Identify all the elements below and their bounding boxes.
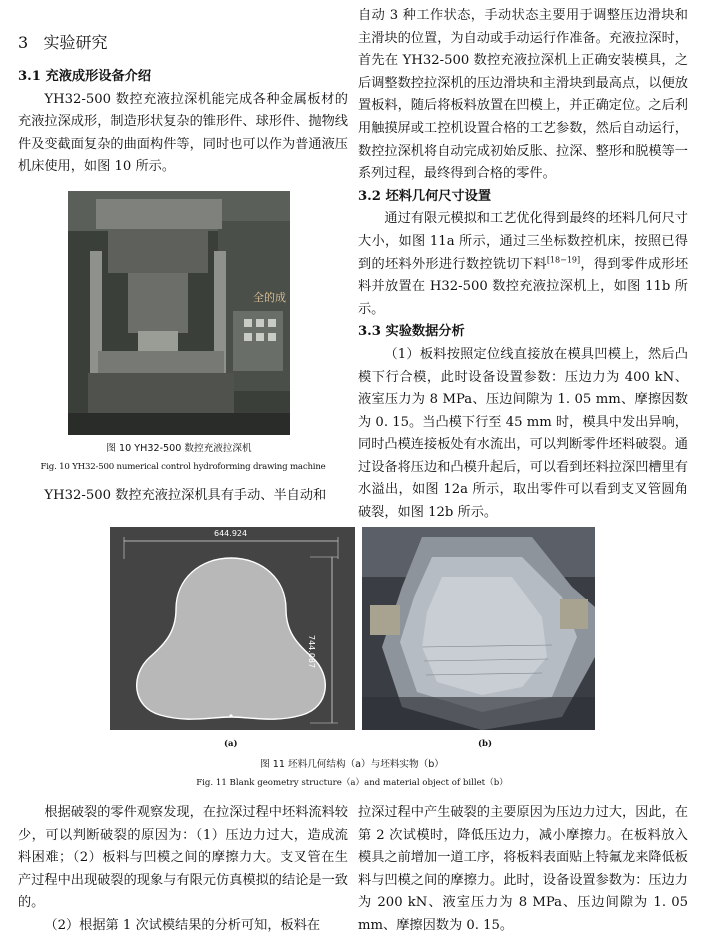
blank-geometry-text-a: 通过有限元模拟和工艺优化得到最终的坯料几何尺寸大小，如图 11a 所示，通过三坐标数控机床，按照已得到的坯料外形进行数控铣切下料 [358, 211, 688, 272]
figure-10-caption-cn: 图 10 YH32-500 数控充液拉深机 [106, 443, 252, 454]
hydroforming-machine-illustration [68, 191, 290, 435]
dimension-width-label: 644.924 [214, 529, 248, 538]
citation-ref: [18−19] [546, 255, 581, 265]
left-column-top [18, 0, 348, 179]
section-title: 实验研究 [43, 33, 108, 52]
subsection-3-1-title: 3.1 充液成形设备介绍 [18, 69, 152, 84]
paragraph-second-trial-intro: （2）根据第 1 次试模结果的分析可知，板料在 [44, 917, 321, 933]
blank-on-die-illustration [362, 527, 595, 730]
figure-11b-label: (b) [478, 739, 492, 749]
paragraph-failure-analysis: 根据破裂的零件观察发现，在拉深过程中坯料流料较少，可以判断破裂的原因为：（1）压边力过大，造成流料困难；（2）板料与凹模之间的摩擦力大。支叉管在生产过程中出现破裂的现象与有限元仿真模拟的结论是一致的。 [18, 805, 348, 911]
left-column-bottom [18, 802, 348, 938]
blank-outline-drawing [110, 527, 355, 730]
section-number: 3 [18, 33, 29, 52]
photo-background-sign: 全的成 [253, 291, 286, 304]
figure-11-caption-cn: 图 11 坯料几何结构（a）与坯料实物（b） [260, 759, 444, 770]
paragraph-first-trial: （1）板料按照定位线直接放在模具凹模上，然后凸模下行合模，此时设备设置参数：压边力为 400 kN、液室压力为 8 MPa、压边间隙为 1. 05 mm、摩擦因数为 0. 15。当凸模下行至 45 mm 时，模具中发出异响，同时凸模连接板处有水流出，可以判断零件坯料破裂。通过设备将压边和凸模升起后，可以看到坯料拉深凹槽里有水溢出，如图 12a 所示，取出零件可以看到支叉管圆角破裂，如图 12b 所示。 [358, 346, 688, 521]
figure-10-caption-en: Fig. 10 YH32-500 numerical control hydroforming drawing machine [40, 462, 326, 472]
figure-11-caption-en: Fig. 11 Blank geometry structure（a）and material object of billet（b） [196, 778, 508, 788]
subsection-3-2-title: 3.2 坯料几何尺寸设置 [358, 188, 492, 204]
paragraph-equipment-intro: YH32-500 数控充液拉深机能完成各种金属板材的充液拉深成形，制造形状复杂的锥形件、球形件、抛物线件及变截面复杂的曲面构件等，同时也可以作为普通液压机床使用，如图 10 所示。 [18, 91, 348, 175]
left-column-after-figure [18, 485, 348, 508]
paragraph-machine-modes: YH32-500 数控充液拉深机具有手动、半自动和 [44, 488, 327, 503]
right-column-bottom [358, 802, 688, 938]
dimension-height-label: 744.087 [307, 635, 316, 669]
subsection-3-3-title: 3.3 实验数据分析 [358, 324, 465, 340]
right-column-top [358, 5, 688, 525]
figure-11a-blank-geometry [110, 527, 355, 730]
figure-10-photo [68, 191, 290, 435]
paragraph-operation-modes: 自动 3 种工作状态，手动状态主要用于调整压边滑块和主滑块的位置，为自动或手动运行作准备。充液拉深时，首先在 YH32-500 数控充液拉深机上正确安装模具，之后调整数控拉深机的压边滑块和主滑块到最高点，以便放置板料，随后将板料放置在凹模上，并正确定位。之后利用触摸屏或工控机设置合格的工艺参数，然后自动运行，数控拉深机将自动完成初始反胀、拉深、整形和脱模等一系列过程，最终得到合格的零件。 [358, 8, 688, 182]
figure-11a-label: (a) [224, 739, 238, 749]
section-heading [18, 28, 348, 58]
paragraph-second-trial-params: 拉深过程中产生破裂的主要原因为压边力过大，因此，在第 2 次试模时，降低压边力，减小摩擦力。在板料放入模具之前增加一道工序，将板料表面贴上特氟龙来降低板料与凹模之间的摩擦力。此时，设备设置参数为：压边力为 200 kN、液室压力为 8 MPa、压边间隙为 1. 05 mm、摩擦因数为 0. 15。 [358, 805, 688, 933]
paragraph-blank-geometry [358, 208, 688, 321]
blank-geometry-text-b: ，得到零件成形坯料并放置在 H32-500 数控充液拉深机上，如图 11b 所示。 [358, 256, 689, 317]
figure-11b-blank-photo [362, 527, 595, 730]
